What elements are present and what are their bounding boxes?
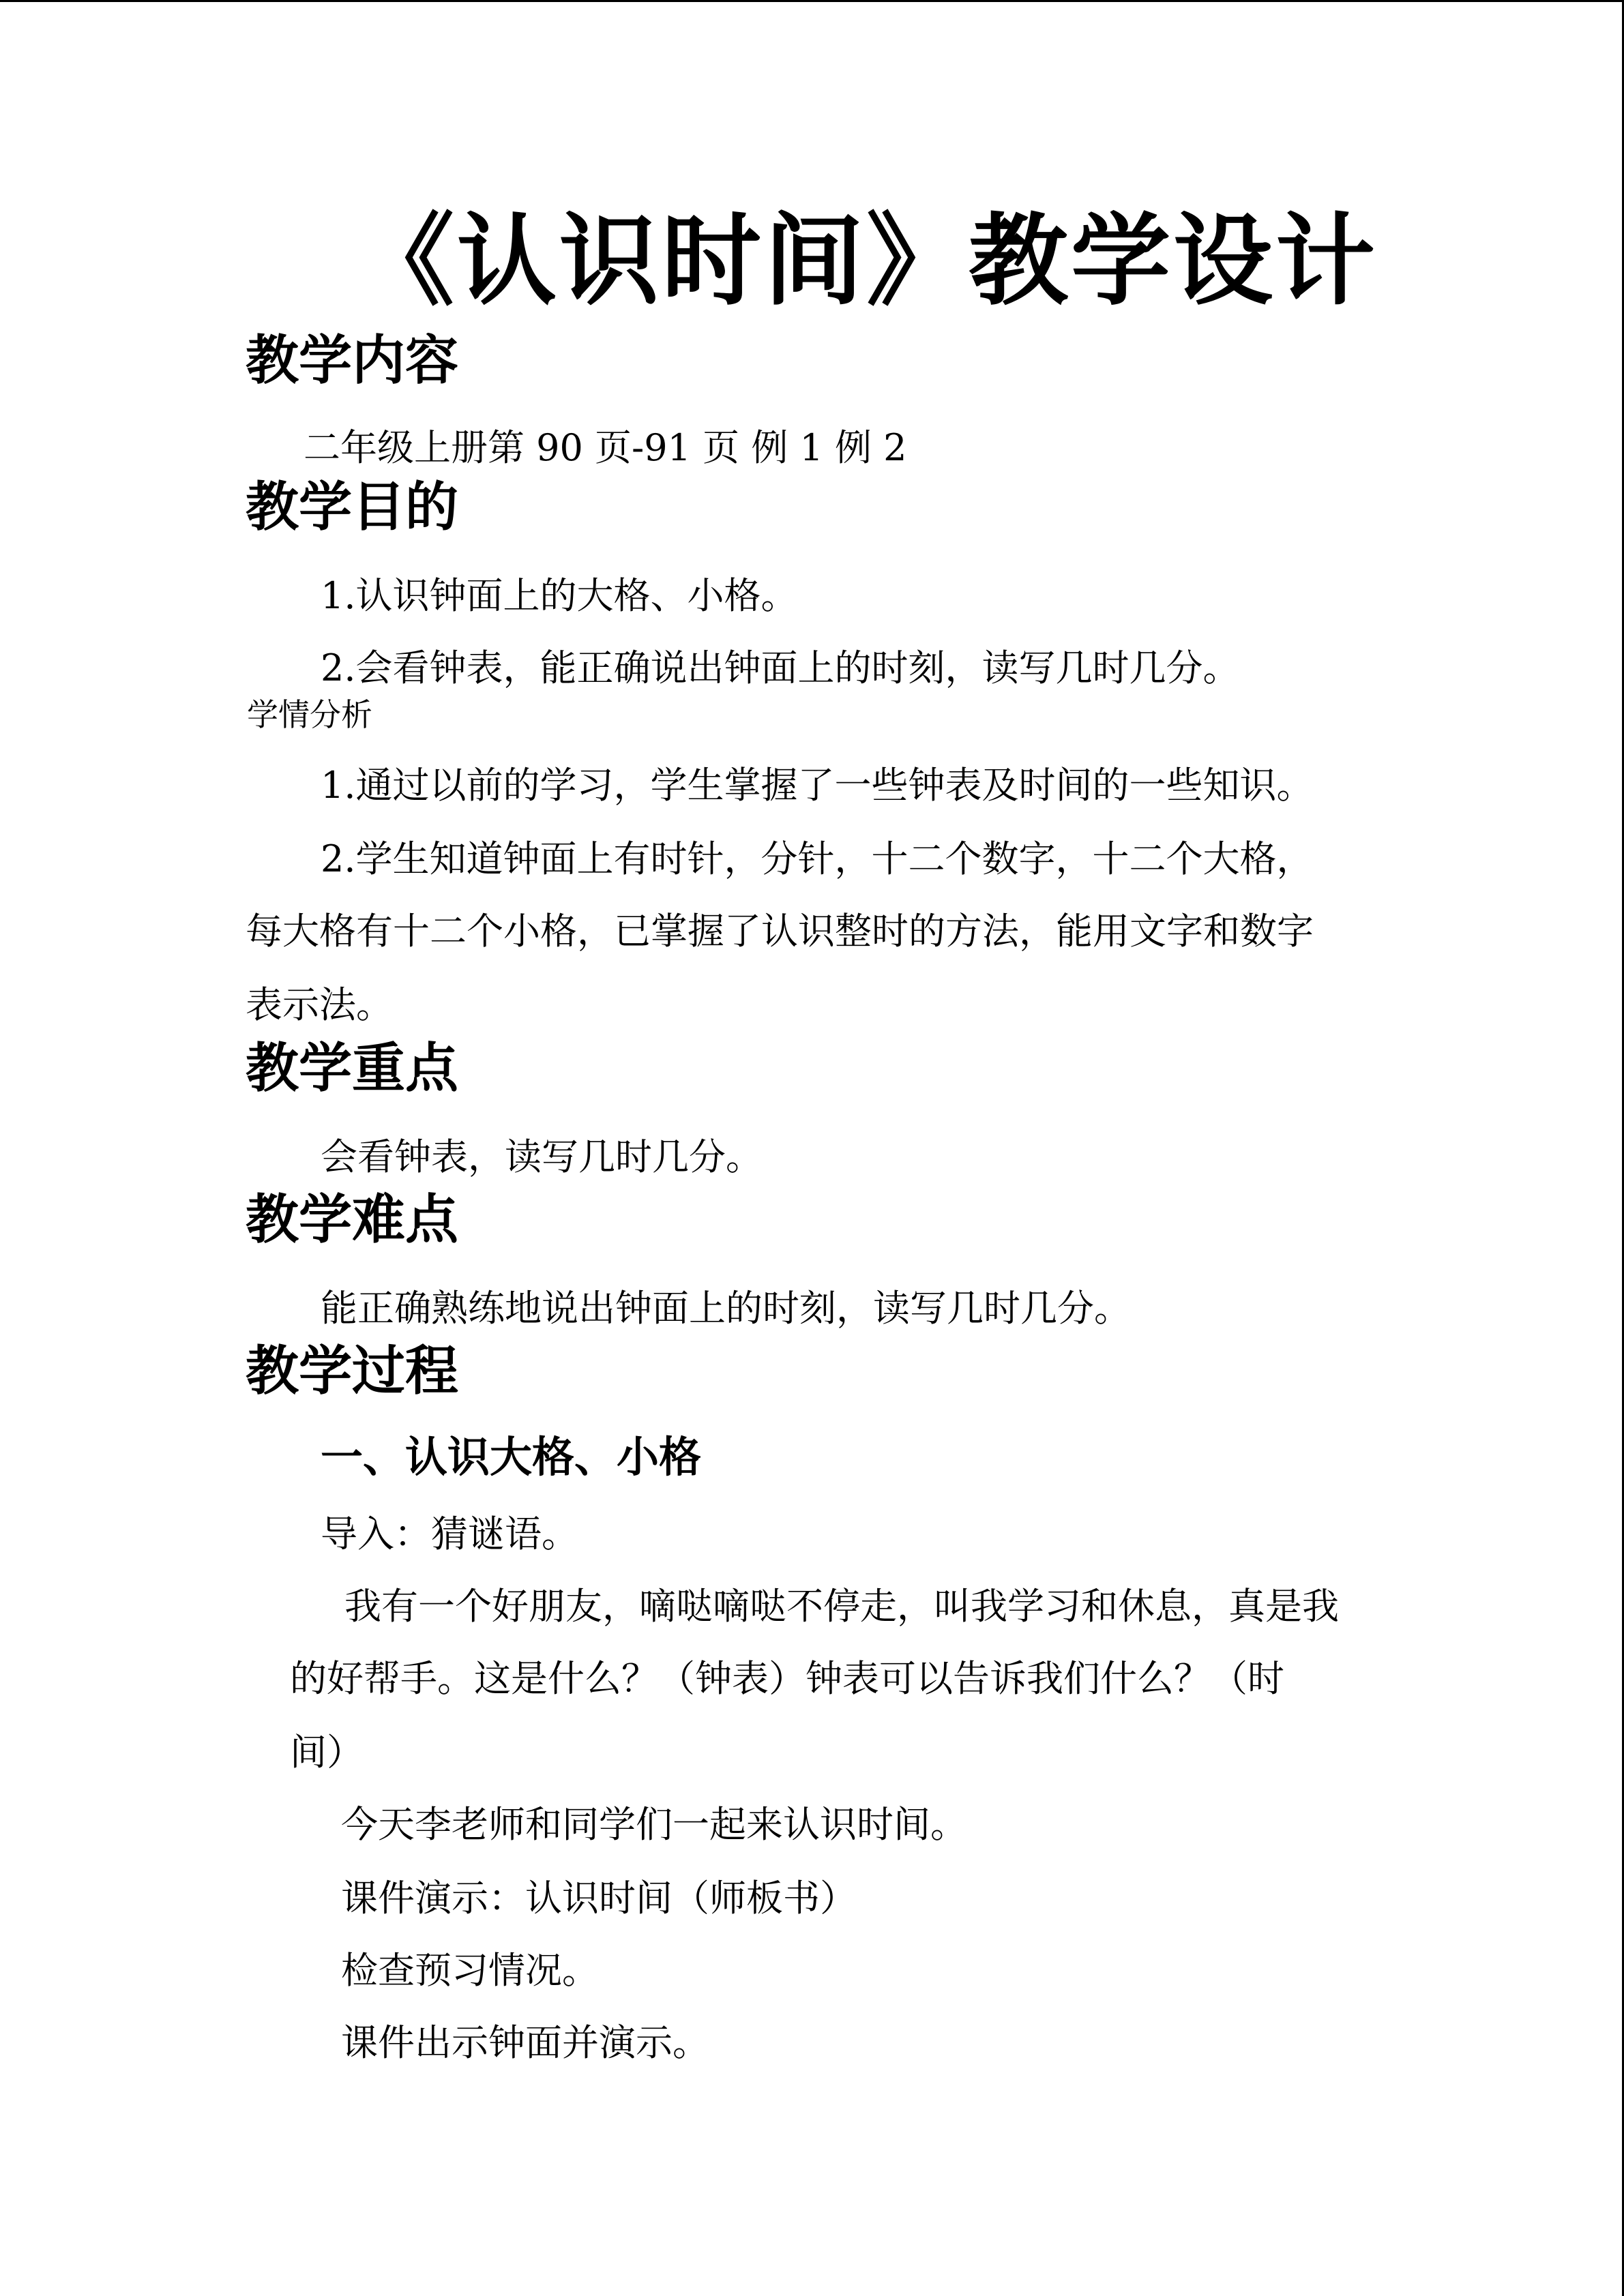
- heading-difficulty: 教学难点: [246, 1189, 459, 1251]
- process-line-7: 检查预习情况。: [341, 1949, 599, 1992]
- analysis-line-2: 2.学生知道钟面上有时针，分针，十二个数字，十二个大格，: [321, 837, 1314, 880]
- goal-line-2: 2.会看钟表，能正确说出钟面上的时刻，读写几时几分。: [321, 646, 1240, 689]
- heading-teaching-process: 教学过程: [246, 1340, 459, 1402]
- key-point-line-1: 会看钟表，读写几时几分。: [321, 1135, 763, 1178]
- goal-line-1: 1.认识钟面上的大格、小格。: [321, 574, 798, 617]
- analysis-line-4: 表示法。: [246, 983, 393, 1026]
- process-line-2: 我有一个好朋友，嘀哒嘀哒不停走，叫我学习和休息，真是我: [344, 1585, 1339, 1628]
- process-line-3: 的好帮手。这是什么？（钟表）钟表可以告诉我们什么？（时: [290, 1657, 1284, 1700]
- heading-key-point: 教学重点: [246, 1037, 459, 1099]
- analysis-line-1: 1.通过以前的学习，学生掌握了一些钟表及时间的一些知识。: [321, 764, 1314, 807]
- process-line-1: 导入：猜谜语。: [321, 1512, 578, 1555]
- heading-learning-analysis: 学情分析: [247, 696, 372, 733]
- process-line-5: 今天李老师和同学们一起来认识时间。: [341, 1803, 967, 1846]
- document-title: 《认识时间》教学设计: [355, 203, 1378, 319]
- heading-teaching-content: 教学内容: [246, 329, 459, 391]
- analysis-line-3: 每大格有十二个小格，已掌握了认识整时的方法，能用文字和数字: [246, 910, 1314, 953]
- content-line-1: 二年级上册第 90 页-91 页 例 1 例 2: [304, 426, 907, 469]
- process-line-6: 课件演示：认识时间（师板书）: [341, 1877, 857, 1920]
- step1-heading: 一、认识大格、小格: [321, 1432, 702, 1482]
- process-line-4: 间）: [290, 1731, 364, 1774]
- page-border-top: [0, 0, 1624, 2]
- process-line-8: 课件出示钟面并演示。: [341, 2021, 709, 2064]
- difficulty-line-1: 能正确熟练地说出钟面上的时刻，读写几时几分。: [321, 1287, 1131, 1330]
- heading-teaching-goals: 教学目的: [246, 476, 459, 538]
